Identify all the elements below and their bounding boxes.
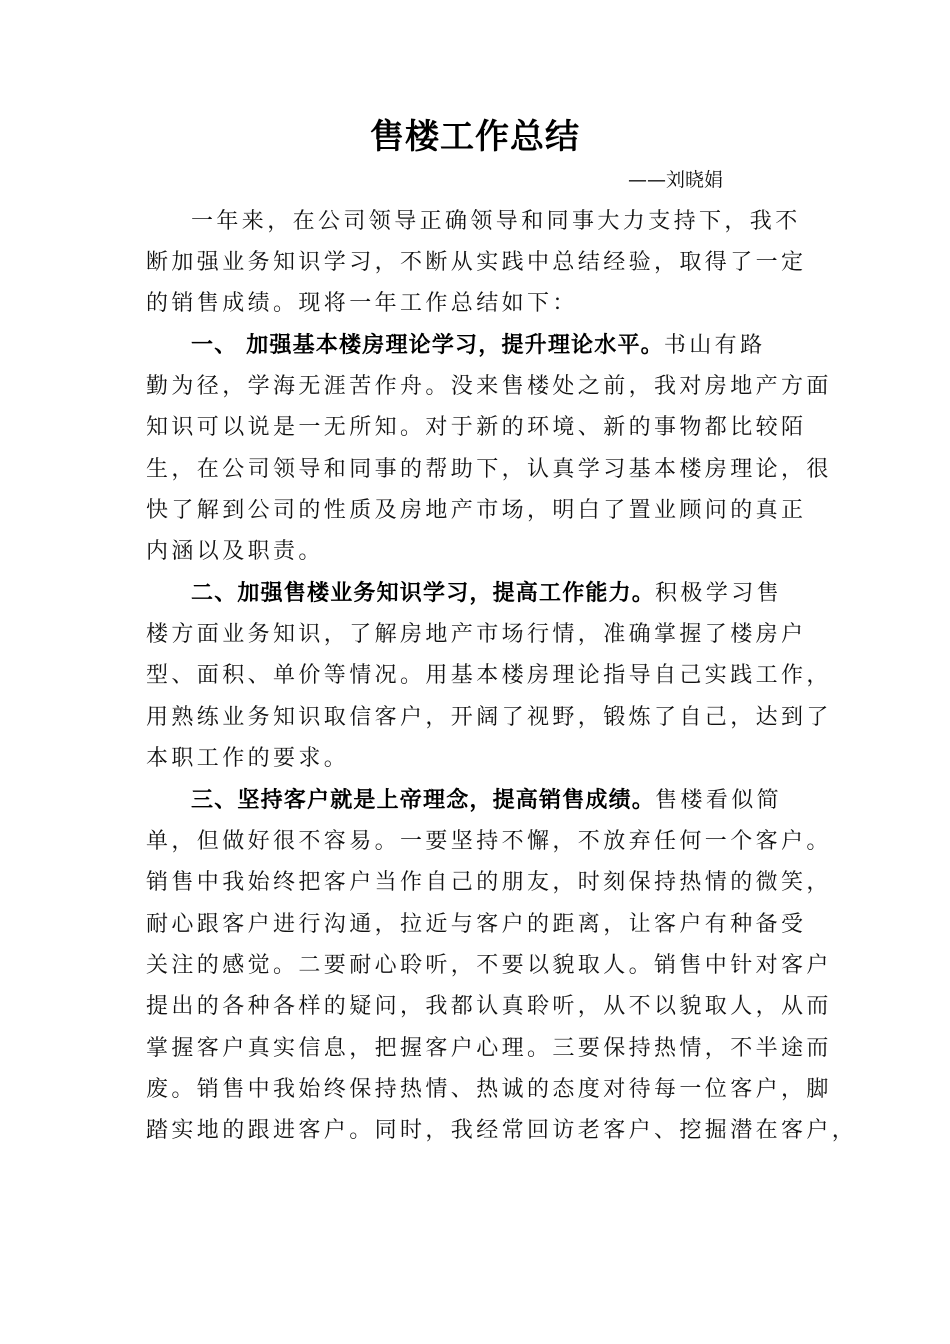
paragraph-line: 用熟练业务知识取信客户，开阔了视野，锻炼了自己，达到了 <box>146 705 832 730</box>
paragraph-line: 楼方面业务知识，了解房地产市场行情，准确掌握了楼房户 <box>146 622 807 647</box>
paragraph-line: 提出的各种各样的疑问，我都认真聆听，从不以貌取人，从而 <box>146 994 832 1019</box>
paragraph-line: 断加强业务知识学习，不断从实践中总结经验，取得了一定 <box>146 250 807 275</box>
section-first-line <box>191 780 826 821</box>
paragraph-line: 生，在公司领导和同事的帮助下，认真学习基本楼房理论，很 <box>146 457 832 482</box>
section-text: 积极学习售 <box>655 581 783 606</box>
paragraph-line: 勤为径，学海无涯苦作舟。没来售楼处之前，我对房地产方面 <box>146 374 832 399</box>
paragraph-line: 内涵以及职责。 <box>146 539 324 564</box>
section-first-line <box>191 325 826 366</box>
paragraph-line: 单，但做好很不容易。一要坚持不懈，不放弃任何一个客户。 <box>146 829 832 854</box>
paragraph-line: 掌握客户真实信息，把握客户心理。三要保持热情，不半途而 <box>146 1036 832 1061</box>
document-title: 售楼工作总结 <box>370 117 580 157</box>
paragraph-line: 知识可以说是一无所知。对于新的环境、新的事物都比较陌 <box>146 415 807 440</box>
section-heading: 三、坚持客户就是上帝理念，提高销售成绩。 <box>191 788 656 813</box>
paragraph-line: 踏实地的跟进客户。同时，我经常回访老客户、挖掘潜在客户， <box>146 1118 858 1143</box>
paragraph-line: 废。销售中我始终保持热情、热诚的态度对待每一位客户，脚 <box>146 1077 832 1102</box>
section-heading: 一、 加强基本楼房理论学习，提升理论水平。 <box>191 333 664 358</box>
author-byline: ——刘晓娟 <box>628 169 724 191</box>
paragraph-line: 型、面积、单价等情况。用基本楼房理论指导自己实践工作， <box>146 663 832 688</box>
section-text: 书山有路 <box>663 333 766 358</box>
paragraph-line: 快了解到公司的性质及房地产市场，明白了置业顾问的真正 <box>146 498 807 523</box>
section-first-line <box>191 573 826 614</box>
section-text: 售楼看似简 <box>655 788 783 813</box>
paragraph-line: 耐心跟客户进行沟通，拉近与客户的距离，让客户有种备受 <box>146 912 807 937</box>
paragraph-line: 本职工作的要求。 <box>146 746 350 771</box>
section-heading: 二、加强售楼业务知识学习，提高工作能力。 <box>191 581 656 606</box>
paragraph-line: 的销售成绩。现将一年工作总结如下： <box>146 291 578 316</box>
paragraph-line: 关注的感觉。二要耐心聆听，不要以貌取人。销售中针对客户 <box>146 953 832 978</box>
paragraph-line: 销售中我始终把客户当作自己的朋友，时刻保持热情的微笑， <box>146 870 832 895</box>
paragraph-line: 一年来，在公司领导正确领导和同事大力支持下，我不 <box>191 209 801 234</box>
